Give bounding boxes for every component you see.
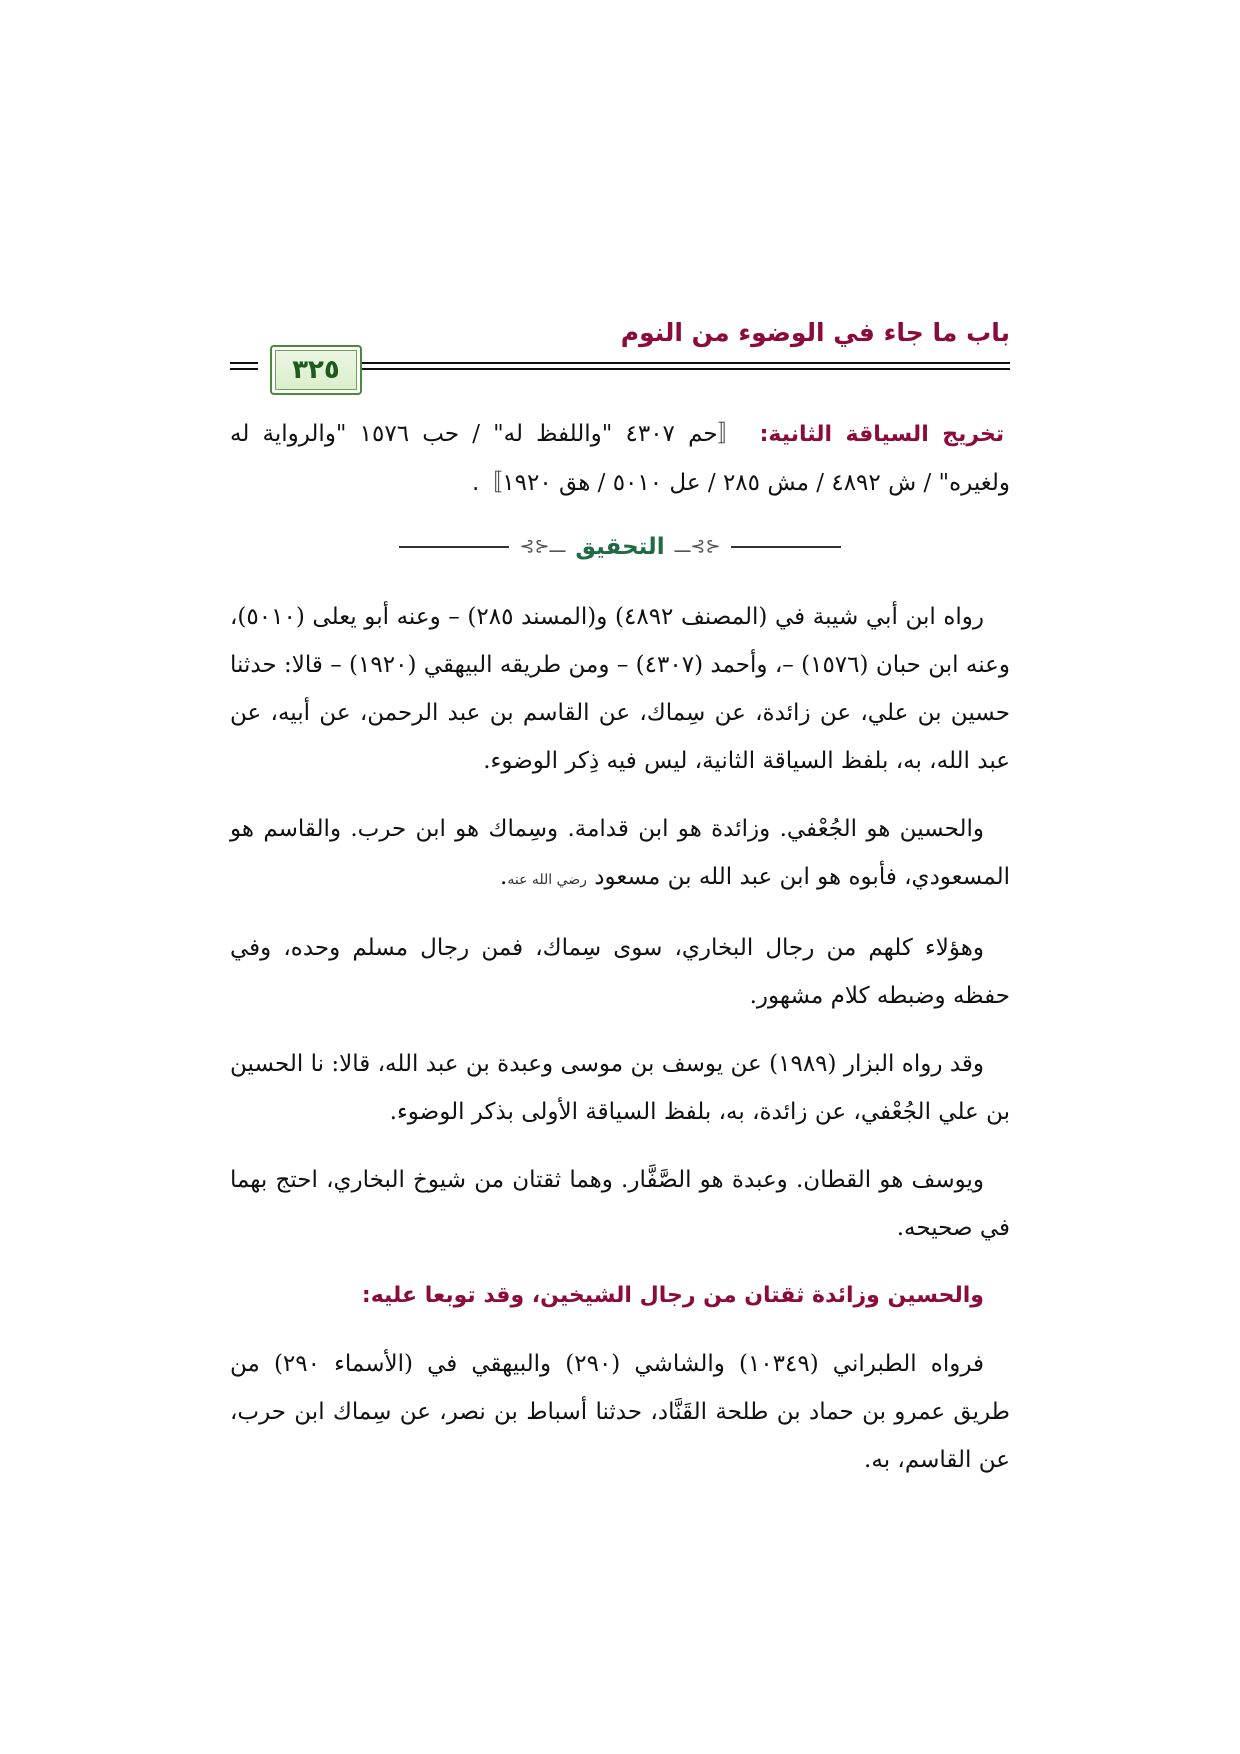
divider-ornament-right: ⊰⊱ـــ <box>674 536 721 557</box>
divider-ornament-left: ـــ⊰⊱ <box>519 536 566 557</box>
page-body <box>230 410 1010 1504</box>
paragraph-4: وقد رواه البزار (١٩٨٩) عن يوسف بن موسى وعبدة بن عبد الله، قالا: نا الحسين بن علي الجُعْفي، عن زائدة، به، بلفظ السياقة الأولى بذكر الوضوء. <box>230 1051 1010 1125</box>
paragraph-3: وهؤلاء كلهم من رجال البخاري، سوى سِماك، فمن رجال مسلم وحده، وفي حفظه وضبطه كلام مشهور. <box>230 935 1010 1009</box>
divider-line-right <box>731 546 841 548</box>
takhrij-label: تخريج السياقة الثانية: <box>759 422 1005 447</box>
paragraph-2-end: . <box>500 864 508 890</box>
paragraph-5: ويوسف هو القطان. وعبدة هو الصَّفَّار. وهما ثقتان من شيوخ البخاري، احتج بهما في صحيحه. <box>230 1167 1010 1241</box>
takhrij-close-bracket: 〛. <box>471 470 503 496</box>
paragraph-1: رواه ابن أبي شيبة في (المصنف ٤٨٩٢) و(المسند ٢٨٥) – وعنه أبو يعلى (٥٠١٠)، وعنه ابن حبان (١٥٧٦) –، وأحمد (٤٣٠٧) – ومن طريقه البيهقي (١٩٢٠) – قالا: حدثنا حسين بن علي، عن زائدة، عن سِماك، عن القاسم بن عبد الرحمن، عن أبيه، عن عبد الله، به، بلفظ السياقة الثانية، ليس فيه ذِكر الوضوء. <box>230 604 1010 774</box>
subheading: والحسين وزائدة ثقتان من رجال الشيخين، وقد توبعا عليه: <box>361 1283 984 1308</box>
honorific-glyph: رضي الله عنه <box>507 872 587 888</box>
page-number-badge <box>270 345 362 395</box>
takhrij-paragraph <box>230 410 1010 507</box>
paragraph-2-text: والحسين هو الجُعْفي. وزائدة هو ابن قدامة. وسِماك هو ابن حرب. والقاسم هو المسعودي، فأبوه هو ابن عبد الله بن مسعود <box>230 816 1010 890</box>
final-paragraph: فرواه الطبراني (١٠٣٤٩) والشاشي (٢٩٠) والبيهقي في (الأسماء ٢٩٠) من طريق عمرو بن حماد بن طلحة القَنَّاد، حدثنا أسباط بن نصر، عن سِماك ابن حرب، عن القاسم، به. <box>230 1351 1010 1473</box>
header-rule-bottom <box>360 368 1010 370</box>
header-rule-left-top <box>230 362 258 364</box>
divider-title: التحقيق <box>575 534 665 560</box>
takhrij-open-bracket: 〚 <box>717 421 747 447</box>
header-rule-left-bottom <box>230 368 258 370</box>
page-header <box>230 310 1010 392</box>
divider-line-left <box>399 546 509 548</box>
header-rule-top <box>360 362 1010 364</box>
page-number: ٣٢٥ <box>292 355 340 385</box>
chapter-title: باب ما جاء في الوضوء من النوم <box>620 318 1010 347</box>
paragraph-2 <box>230 805 1010 904</box>
takhrij-text: حم ٤٣٠٧ "واللفظ له" / حب ١٥٧٦ "والرواية له ولغيره" / ش ٤٨٩٢ / مش ٢٨٥ / عل ٥٠١٠ / هق ١٩٢٠ <box>230 421 1010 496</box>
section-divider <box>230 527 1010 567</box>
